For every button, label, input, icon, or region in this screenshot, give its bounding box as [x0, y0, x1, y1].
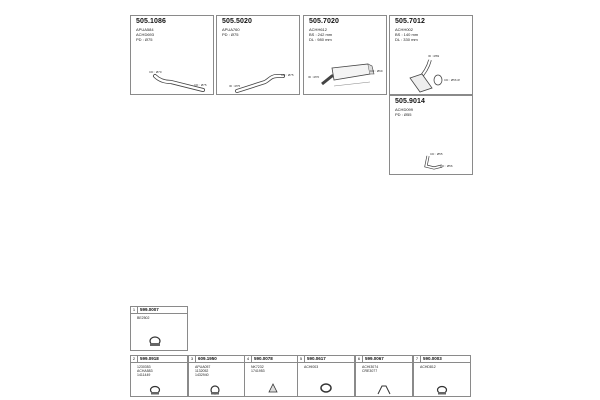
- accessory-ref: APUA057: [195, 365, 211, 369]
- accessory-ref: 1230353: [137, 365, 151, 369]
- part-number: 505.1086: [136, 18, 166, 25]
- part-card-505-5020[interactable]: [216, 15, 300, 95]
- diameter-label: CD : Ø55: [430, 152, 443, 156]
- diameter-label: ID : Ø75: [229, 84, 241, 88]
- accessory-card-590-0003[interactable]: [413, 355, 471, 397]
- part-number: 505.9014: [395, 98, 425, 105]
- accessory-ref: BE2502: [137, 316, 150, 320]
- accessory-ref: ACHI3074: [362, 365, 379, 369]
- part-ref: DL : 980 mm: [309, 37, 332, 42]
- part-ref: PD : Ø55: [395, 112, 412, 117]
- diameter-label: CD : Ø75: [194, 83, 207, 87]
- part-card-505-1086[interactable]: [130, 15, 214, 95]
- accessory-index: 1: [131, 307, 138, 313]
- diameter-label: ID : Ø69: [428, 54, 440, 58]
- accessory-ref: ACHI003: [304, 365, 319, 369]
- diameter-label: CD : Ø75: [281, 73, 294, 77]
- accessory-number: 599.0067: [365, 356, 384, 361]
- accessory-number: 609.1950: [198, 356, 217, 361]
- clamp-icon: [189, 356, 247, 398]
- part-card-505-9014[interactable]: [389, 95, 473, 175]
- diameter-label: CD : Ø56 Ø: [444, 78, 460, 82]
- silencer-drawing: [390, 16, 474, 96]
- accessory-ref: 1741953: [251, 369, 265, 374]
- part-number: 505.7020: [309, 18, 339, 25]
- accessory-ref: 1432940: [195, 373, 209, 378]
- accessory-card-599-0067[interactable]: [355, 355, 413, 397]
- part-number: 505.5020: [222, 18, 252, 25]
- part-ref: BS : 140 mm: [395, 32, 419, 37]
- part-ref: PD : Ø75: [136, 37, 153, 42]
- tailpipe-drawing: [390, 96, 474, 176]
- accessory-number: 590.0078: [254, 356, 273, 361]
- accessory-index: 3: [189, 356, 196, 362]
- accessory-index: 4: [245, 356, 252, 362]
- part-card-505-7020[interactable]: [303, 15, 387, 95]
- part-ref: DL : 330 mm: [395, 37, 418, 42]
- mounting-bracket-icon: [356, 356, 414, 398]
- diameter-label: CD : Ø69: [370, 69, 383, 73]
- accessory-index: 5: [298, 356, 305, 362]
- accessory-ref: 1411449: [137, 373, 151, 378]
- accessory-number: 590.0003: [423, 356, 442, 361]
- part-ref: BS : 242 mm: [309, 32, 333, 37]
- part-ref: ACHH002: [395, 27, 414, 32]
- accessory-number: 590.0617: [307, 356, 326, 361]
- accessory-number: 599.0918: [140, 356, 159, 361]
- accessory-number: 599.0007: [140, 307, 159, 312]
- diameter-label: CD : Ø70: [149, 70, 162, 74]
- accessory-ref: NK7232: [251, 365, 264, 369]
- part-ref: ACHD099: [395, 107, 414, 112]
- part-ref: APUA584: [136, 27, 154, 32]
- clamp-icon: [131, 307, 189, 352]
- accessory-ref: ACHD812: [420, 365, 436, 369]
- accessory-card-609-1950[interactable]: [188, 355, 246, 397]
- accessory-ref: ACHA583: [137, 369, 153, 374]
- accessory-ref: CRE3077: [362, 369, 378, 374]
- accessory-index: 6: [356, 356, 363, 362]
- part-number: 505.7012: [395, 18, 425, 25]
- part-ref: APUA760: [222, 27, 240, 32]
- clamp-icon: [131, 356, 189, 398]
- accessory-ref: 1132052: [195, 369, 209, 374]
- accessory-card-590-0617[interactable]: [297, 355, 355, 397]
- accessory-card-590-0078[interactable]: [244, 355, 298, 397]
- accessory-card-599-0918[interactable]: [130, 355, 188, 397]
- diameter-label: ID : Ø70: [308, 75, 320, 79]
- gasket-icon: [245, 356, 299, 398]
- muffler-drawing: [304, 16, 388, 96]
- part-ref: PD : Ø75: [222, 32, 239, 37]
- exhaust-pipe-drawing: [131, 16, 215, 96]
- accessory-index: 7: [414, 356, 421, 362]
- diameter-label: CD : Ø56: [440, 164, 453, 168]
- seal-ring-icon: [298, 356, 356, 398]
- part-ref: ACHH612: [309, 27, 328, 32]
- accessory-index: 2: [131, 356, 138, 362]
- accessory-card-599-0007[interactable]: [130, 306, 188, 351]
- part-card-505-7012[interactable]: [389, 15, 473, 95]
- part-ref: ACHD693: [136, 32, 155, 37]
- exhaust-pipe-drawing: [217, 16, 301, 96]
- clamp-icon: [414, 356, 472, 398]
